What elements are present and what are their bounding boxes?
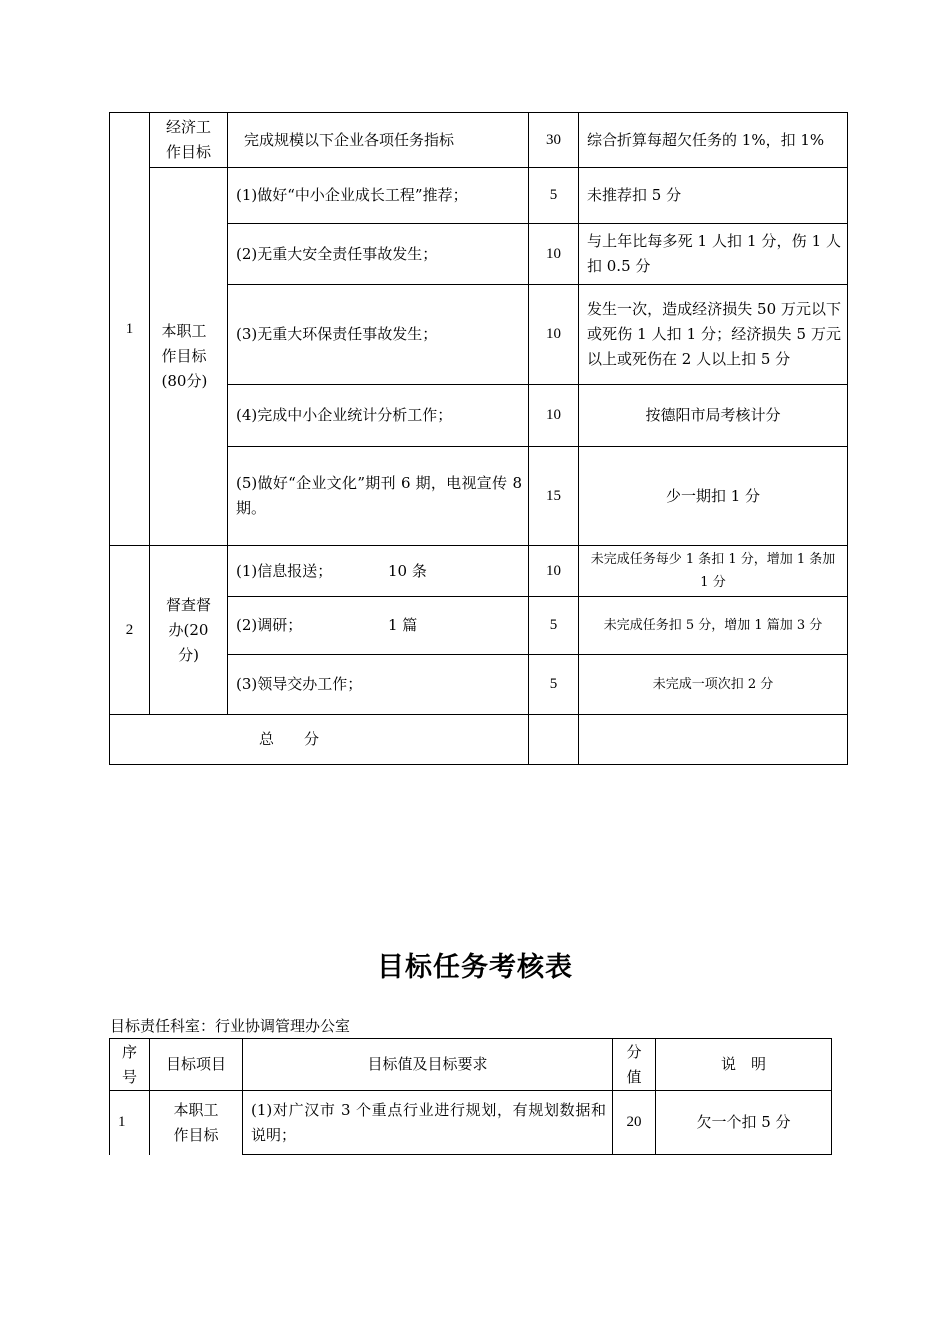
requirement-cell: (2)无重大安全责任事故发生； xyxy=(228,224,529,285)
requirement-cell: (1)做好“中小企业成长工程”推荐； xyxy=(228,168,529,224)
assessment-table-continued xyxy=(109,112,848,765)
requirement-cell xyxy=(228,655,529,715)
header-seq-label: 序号 xyxy=(121,1042,137,1086)
header-score xyxy=(613,1039,656,1091)
total-label-cell: 总 分 xyxy=(110,715,529,765)
score-cell: 10 xyxy=(529,385,579,447)
requirement-text: (1)信息报送； xyxy=(236,561,333,580)
note-cell: 少一期扣 1 分 xyxy=(579,447,848,546)
score-cell: 15 xyxy=(529,447,579,546)
score-cell: 10 xyxy=(529,285,579,385)
note-cell: 综合折算每超欠任务的 1%，扣 1% xyxy=(579,113,848,168)
category-cell xyxy=(150,1091,243,1155)
category-label: 本职工作目标(80分) xyxy=(161,322,208,390)
seq-cell: 2 xyxy=(110,546,150,715)
category-cell xyxy=(150,113,228,168)
header-score-label: 分值 xyxy=(626,1042,642,1086)
score-cell: 5 xyxy=(529,597,579,655)
requirement-text: (3)领导交办工作； xyxy=(236,675,363,693)
requirement-cell: (4)完成中小企业统计分析工作； xyxy=(228,385,529,447)
note-cell: 未完成一项次扣 2 分 xyxy=(579,655,848,715)
total-note-cell xyxy=(579,715,848,765)
score-cell: 10 xyxy=(529,224,579,285)
requirement-target: 10 条 xyxy=(388,561,427,580)
score-cell: 30 xyxy=(529,113,579,168)
category-label: 本职工作目标 xyxy=(173,1100,219,1144)
score-cell: 10 xyxy=(529,546,579,597)
category-label: 督查督办(20分) xyxy=(165,595,211,664)
header-note: 说 明 xyxy=(656,1039,832,1091)
seq-cell: 1 xyxy=(110,113,150,546)
header-item: 目标项目 xyxy=(150,1039,243,1091)
page-title: 目标任务考核表 xyxy=(377,952,573,983)
requirement-cell: (3)无重大环保责任事故发生； xyxy=(228,285,529,385)
requirement-cell xyxy=(228,597,529,655)
category-cell xyxy=(150,546,228,715)
category-label: 经济工作目标 xyxy=(165,118,211,161)
requirement-cell: (1)对广汉市 3 个重点行业进行规划，有规划数据和说明； xyxy=(243,1091,613,1155)
department-label: 目标责任科室：行业协调管理办公室 xyxy=(110,1017,351,1035)
note-cell: 未完成任务扣 5 分，增加 1 篇加 3 分 xyxy=(579,597,848,655)
requirement-cell xyxy=(228,546,529,597)
note-cell: 未完成任务每少 1 条扣 1 分，增加 1 条加 1 分 xyxy=(579,546,848,597)
header-requirement: 目标值及目标要求 xyxy=(243,1039,613,1091)
note-cell: 与上年比每多死 1 人扣 1 分，伤 1 人扣 0.5 分 xyxy=(579,224,848,285)
requirement-cell: (5)做好“企业文化”期刊 6 期，电视宣传 8 期。 xyxy=(228,447,529,546)
note-cell: 按德阳市局考核计分 xyxy=(579,385,848,447)
requirement-target: 1 篇 xyxy=(388,616,418,634)
assessment-table xyxy=(109,1038,832,1155)
score-cell: 5 xyxy=(529,655,579,715)
score-cell: 20 xyxy=(613,1091,656,1155)
category-cell xyxy=(150,168,228,546)
score-cell: 5 xyxy=(529,168,579,224)
note-cell: 发生一次，造成经济损失 50 万元以下或死伤 1 人扣 1 分；经济损失 5 万元以上或死伤在 2 人以上扣 5 分 xyxy=(579,285,848,385)
note-cell: 未推荐扣 5 分 xyxy=(579,168,848,224)
header-seq xyxy=(110,1039,150,1091)
requirement-text: (2)调研； xyxy=(236,616,303,634)
note-cell: 欠一个扣 5 分 xyxy=(656,1091,832,1155)
seq-cell: 1 xyxy=(110,1091,150,1155)
requirement-cell: 完成规模以下企业各项任务指标 xyxy=(228,113,529,168)
total-score-cell xyxy=(529,715,579,765)
